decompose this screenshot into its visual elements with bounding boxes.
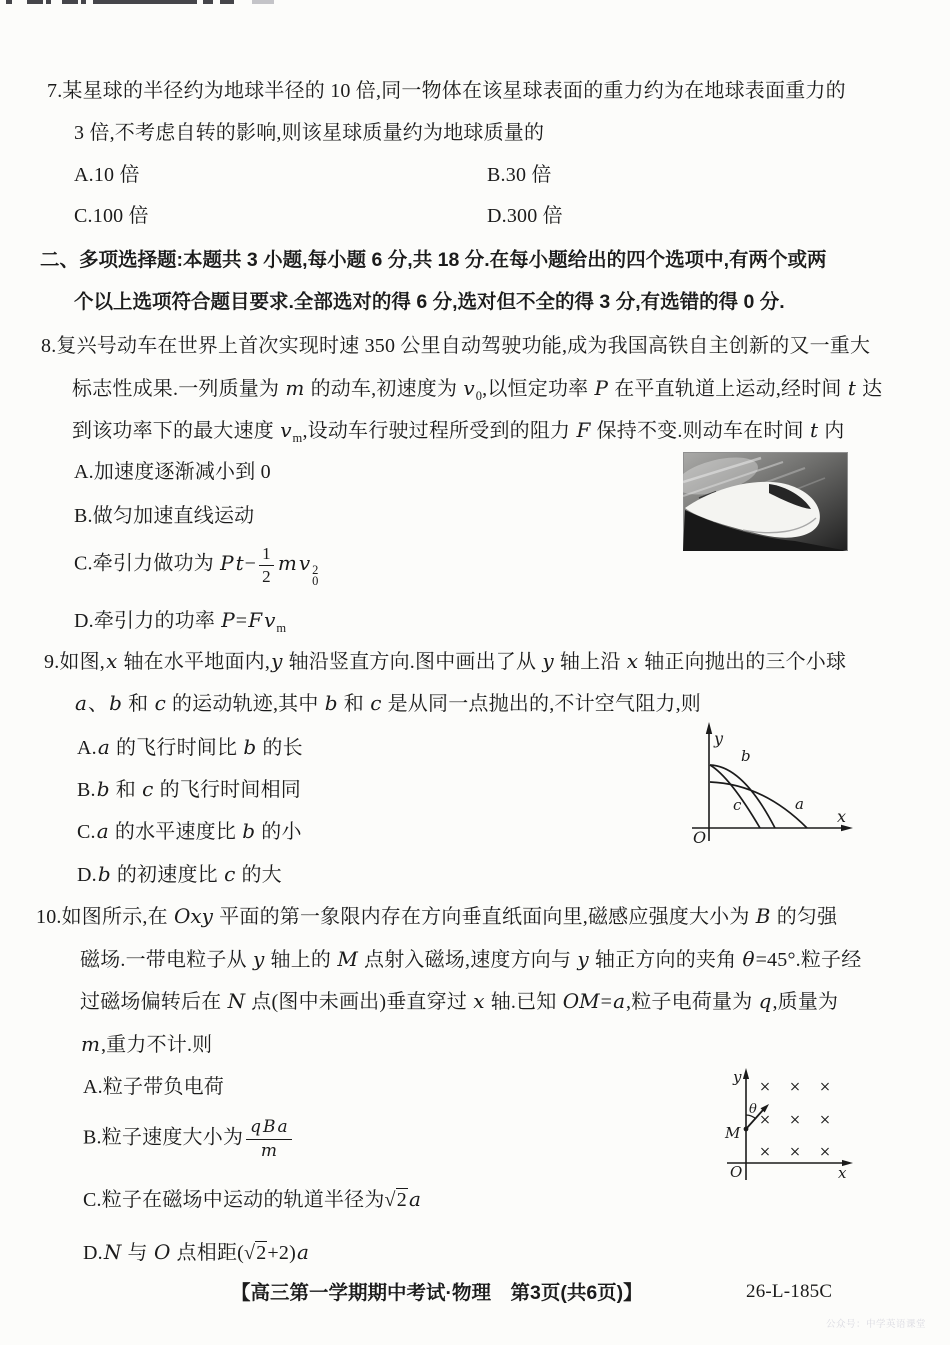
q9-option-c: C.a 的水平速度比 b 的小 [77,819,302,843]
field-cross-icon: × [759,1144,771,1160]
q7-stem-line-1: 7.某星球的半径约为地球半径的 10 倍,同一物体在该星球表面的重力约为在地球表面重力的 [47,80,846,102]
curve-c-label: c [733,796,742,814]
x-axis-label: x [838,1164,847,1182]
trajectory-a [710,782,807,828]
q7-stem-line-2: 3 倍,不考虑自转的影响,则该星球质量约为地球质量的 [74,122,545,144]
field-cross-icon: × [789,1079,801,1095]
q9-option-a: A.a 的飞行时间比 b 的长 [77,735,303,759]
q10-option-c: C.粒子在磁场中运动的轨道半径为√2 a [83,1187,421,1211]
q8-option-a: A.加速度逐渐减小到 0 [74,461,271,483]
section-2-header-line-2: 个以上选项符合题目要求.全部选对的得 6 分,选对但不全的得 3 分,有选错的得 0 分. [74,291,785,313]
q7-option-c: C.100 倍 [74,205,149,227]
q9-stem-line-2: a、b 和 c 的运动轨迹,其中 b 和 c 是从同一点抛出的,不计空气阻力,则 [75,691,701,715]
q10-option-a: A.粒子带负电荷 [83,1076,225,1098]
q10-option-d: D.N 与 O 点相距(√2+2)a [83,1240,309,1264]
q7-option-d: D.300 倍 [487,205,563,227]
field-cross-icon: × [759,1112,771,1128]
field-cross-icon: × [819,1079,831,1095]
y-axis-arrow-icon [743,1068,749,1079]
section-2-header-line-1: 二、多项选择题:本题共 3 小题,每小题 6 分,共 18 分.在每小题给出的四个选项中,有两个或两 [40,249,827,271]
q7-option-b: B.30 倍 [487,164,552,186]
curve-b-label: b [741,747,751,765]
field-cross-icon: × [819,1112,831,1128]
q10-stem-line-4: m,重力不计.则 [81,1032,213,1056]
field-cross-grid [759,1079,831,1160]
q7-option-a: A.10 倍 [74,164,140,186]
q10-stem-line-2: 磁场.一带电粒子从 y 轴上的 M 点射入磁场,速度方向与 y 轴正方向的夹角 θ=45°.粒子经 [80,947,862,971]
q9-option-b: B.b 和 c 的飞行时间相同 [77,777,301,801]
q9-trajectory-figure [685,710,885,850]
q9-option-d: D.b 的初速度比 c 的大 [77,862,282,886]
footer-watermark: 公众号：中学英语课堂 [826,1319,927,1330]
y-axis-label: y [733,1068,742,1086]
q8-option-b: B.做匀加速直线运动 [74,505,255,527]
field-cross-icon: × [819,1144,831,1160]
q8-stem-line-3: 到该功率下的最大速度 $v_m$,设动车行驶过程所受到的阻力 F 保持不变.则动车在时间 t 内 [72,418,845,445]
origin-label: O [693,828,707,847]
x-axis-label: x [837,807,847,826]
y-axis-label: y [714,729,724,748]
q8-stem-line-1: 8.复兴号动车在世界上首次实现时速 350 公里自动驾驶功能,成为我国高铁自主创新的又一重大 [41,335,871,357]
field-cross-icon: × [759,1079,771,1095]
field-cross-icon: × [789,1144,801,1160]
theta-label: θ [749,1102,757,1117]
point-M-label: M [725,1124,741,1142]
origin-label: O [730,1163,743,1181]
q10-field-figure [713,1062,863,1187]
curve-a-label: a [795,795,804,813]
q9-stem-line-1: 9.如图,x 轴在水平地面内,y 轴沿竖直方向.图中画出了从 y 轴上沿 x 轴正向抛出的三个小球 [44,649,847,673]
footer-title: 【高三第一学期期中考试·物理 第3页(共6页)】 [231,1282,643,1304]
q8-stem-line-2: 标志性成果.一列质量为 m 的动车,初速度为 $v_0$,以恒定功率 P 在平直轨道上运动,经时间 t 达 [72,376,883,403]
train-photo [683,452,848,551]
q10-stem-line-3: 过磁场偏转后在 N 点(图中未画出)垂直穿过 x 轴.已知 OM=a,粒子电荷量为 q,质量为 [80,989,839,1013]
footer-page-code: 26-L-185C [746,1281,833,1302]
q10-option-b: B.粒子速度大小为 $\frac{\text{q B a}}{m}$ [83,1117,295,1161]
q10-stem-line-1: 10.如图所示,在 Oxy 平面的第一象限内存在方向垂直纸面向里,磁感应强度大小为 B 的匀强 [36,904,838,928]
field-cross-icon: × [789,1112,801,1128]
y-axis-arrow-icon [706,722,712,734]
q8-option-c: C.牵引力做功为 P t− $\frac{1}{2}$ m v 2 0 [74,544,319,588]
q8-option-d: D.牵引力的功率 P=F $v_m$ [74,608,287,635]
